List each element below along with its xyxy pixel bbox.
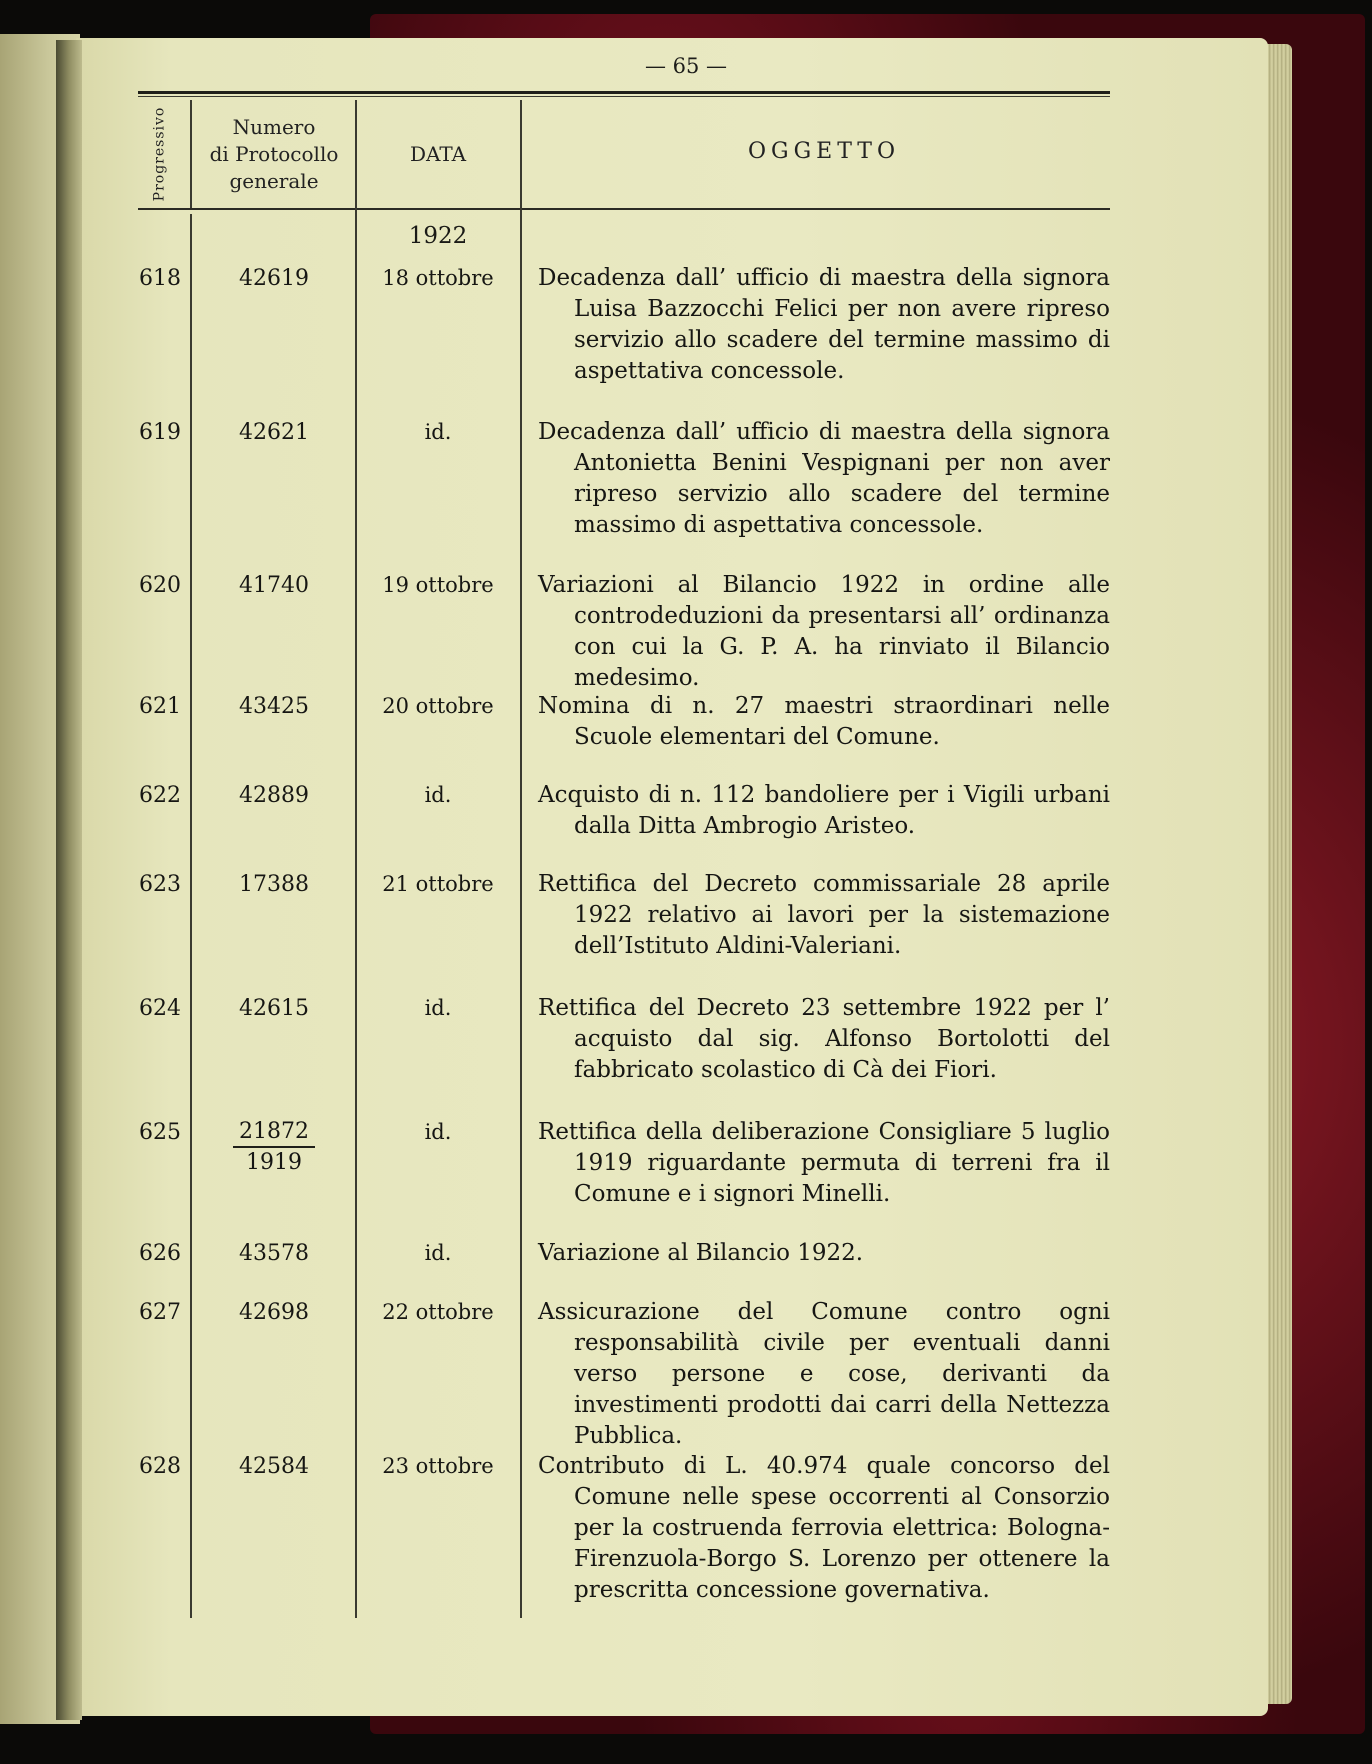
header-data: DATA — [409, 142, 467, 166]
top-rule — [138, 91, 1110, 94]
oggetto-cell: Nomina di n. 27 maestri straordinari nelle Scuole elementari del Comune. — [538, 693, 1110, 750]
progressivo-cell: 622 — [139, 783, 181, 808]
header-rule — [138, 208, 1110, 210]
data-cell: 23 ottobre — [382, 1454, 494, 1478]
protocollo-cell: 42619 — [239, 266, 309, 291]
progressivo-cell: 621 — [139, 694, 181, 719]
progressivo-cell: 620 — [139, 573, 181, 598]
oggetto-cell: Variazioni al Bilancio 1922 in ordine alle controdeduzioni da presentarsi all’ ordinanza con cui la G. P. A. ha rinviato il Bilancio medesimo. — [538, 572, 1110, 691]
progressivo-cell: 619 — [139, 420, 181, 445]
column-divider — [190, 214, 192, 1618]
data-cell: id. — [424, 1241, 452, 1265]
header-protocollo-line2: di Protocollo — [209, 142, 339, 166]
header-protocollo-line1: Numero — [232, 115, 316, 139]
progressivo-cell: 628 — [139, 1454, 181, 1479]
oggetto-cell: Assicurazione del Comune contro ogni responsabilità civile per eventuali danni verso persone e cose, derivanti da investimenti prodotti dai carri della Nettezza Pubblica. — [538, 1299, 1110, 1449]
protocollo-cell: 17388 — [239, 872, 309, 897]
protocollo-cell: 41740 — [239, 573, 309, 598]
protocollo-cell — [196, 1117, 352, 1178]
data-cell: id. — [424, 420, 452, 444]
protocollo-numerator: 21872 — [233, 1117, 315, 1148]
progressivo-cell: 627 — [139, 1300, 181, 1325]
protocollo-denominator: 1919 — [246, 1150, 302, 1175]
header-protocollo-line3: generale — [229, 169, 319, 193]
data-cell: 18 ottobre — [382, 266, 494, 290]
data-cell: id. — [424, 1120, 452, 1144]
protocollo-cell: 43425 — [239, 694, 309, 719]
progressivo-cell: 618 — [139, 266, 181, 291]
oggetto-cell: Rettifica della deliberazione Consigliare 5 luglio 1919 riguardante permuta di terreni fra il Comune e i signori Minelli. — [538, 1119, 1110, 1207]
protocollo-cell: 42615 — [239, 996, 309, 1021]
protocollo-cell: 43578 — [239, 1241, 309, 1266]
progressivo-cell: 626 — [139, 1241, 181, 1266]
protocollo-cell: 42698 — [239, 1300, 309, 1325]
column-divider — [190, 100, 192, 208]
column-divider — [520, 100, 522, 1618]
oggetto-cell: Variazione al Bilancio 1922. — [538, 1240, 864, 1266]
data-cell: 20 ottobre — [382, 694, 494, 718]
oggetto-cell: Decadenza dall’ ufficio di maestra della signora Luisa Bazzocchi Felici per non avere ripreso servizio allo scadere del termine massimo di aspettativa concessole. — [538, 265, 1110, 384]
data-cell: 22 ottobre — [382, 1300, 494, 1324]
data-cell: 21 ottobre — [382, 872, 494, 896]
book-gutter — [56, 40, 82, 1720]
progressivo-cell: 624 — [139, 996, 181, 1021]
oggetto-cell: Decadenza dall’ ufficio di maestra della signora Antonietta Benini Vespignani per non aver ripreso servizio allo scadere del termine massimo di aspettativa concessole. — [538, 419, 1110, 538]
protocollo-fraction — [233, 1117, 315, 1177]
protocollo-cell: 42584 — [239, 1454, 309, 1479]
data-cell: 19 ottobre — [382, 573, 494, 597]
oggetto-cell: Acquisto di n. 112 bandoliere per i Vigili urbani dalla Ditta Ambrogio Aristeo. — [538, 782, 1110, 839]
header-progressivo — [134, 100, 184, 208]
progressivo-cell: 623 — [139, 872, 181, 897]
header-progressivo-label: Progressivo — [151, 106, 168, 202]
column-divider — [355, 100, 357, 1618]
protocollo-cell: 42621 — [239, 420, 309, 445]
data-cell: id. — [424, 996, 452, 1020]
top-rule-thin — [138, 96, 1110, 97]
protocollo-cell: 42889 — [239, 783, 309, 808]
data-cell: id. — [424, 783, 452, 807]
header-oggetto: OGGETTO — [747, 139, 901, 164]
year-label: 1922 — [408, 223, 468, 249]
oggetto-cell: Contributo di L. 40.974 quale concorso del Comune nelle spese occorrenti al Consorzio per la costruenda ferrovia elettrica: Bologna-Firenzuola-Borgo S. Lorenzo per ottenere la prescritta concessione governativa. — [538, 1453, 1110, 1603]
page-number: — 65 — — [644, 54, 728, 78]
oggetto-cell: Rettifica del Decreto 23 settembre 1922 per l’ acquisto dal sig. Alfonso Bortolotti del fabbricato scolastico di Cà dei Fiori. — [538, 995, 1110, 1083]
oggetto-cell: Rettifica del Decreto commissariale 28 aprile 1922 relativo ai lavori per la sistemazione dell’Istituto Aldini-Valeriani. — [538, 871, 1110, 959]
progressivo-cell: 625 — [139, 1120, 181, 1145]
header-protocollo — [196, 114, 352, 195]
